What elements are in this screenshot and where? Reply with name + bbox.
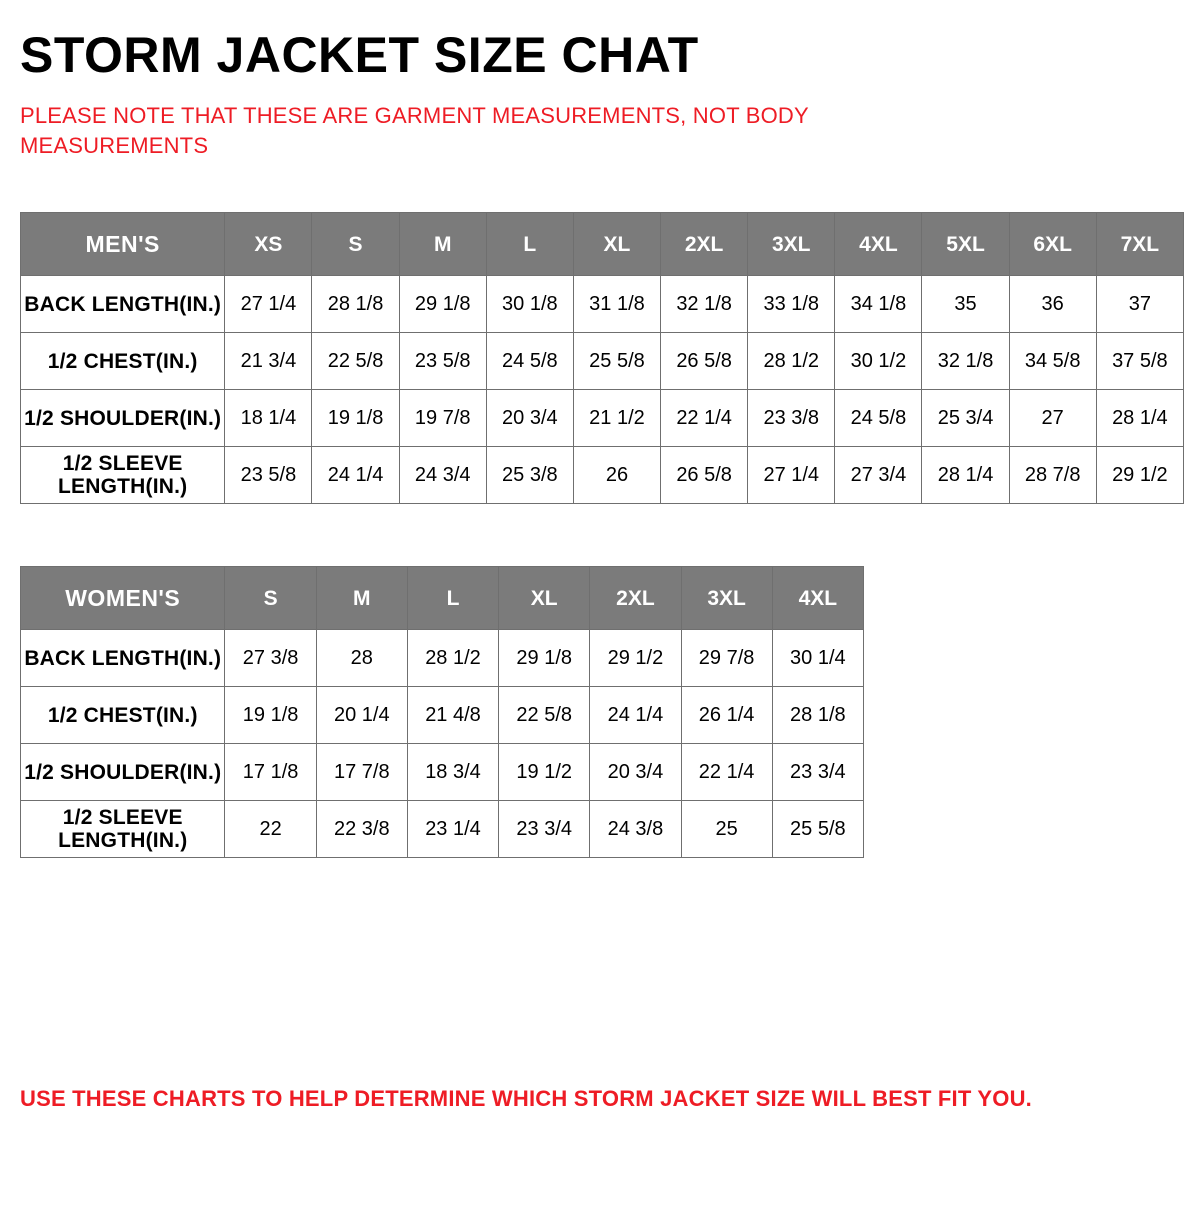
cell: 28 1/8 xyxy=(772,687,863,744)
cell: 18 1/4 xyxy=(225,390,312,447)
cell: 32 1/8 xyxy=(661,276,748,333)
cell: 29 1/2 xyxy=(590,630,681,687)
cell: 27 3/4 xyxy=(835,447,922,504)
cell: 29 1/8 xyxy=(499,630,590,687)
cell: 25 3/4 xyxy=(922,390,1009,447)
cell: 33 1/8 xyxy=(748,276,835,333)
cell: 22 1/4 xyxy=(681,744,772,801)
table-row xyxy=(21,390,1184,447)
cell: 22 1/4 xyxy=(661,390,748,447)
cell: 28 7/8 xyxy=(1009,447,1096,504)
cell: 25 xyxy=(681,801,772,858)
row-label-half-chest: 1/2 CHEST(IN.) xyxy=(21,333,225,390)
mens-col-l: L xyxy=(486,213,573,276)
page-title: STORM JACKET SIZE CHAT xyxy=(20,27,699,83)
cell: 25 5/8 xyxy=(573,333,660,390)
womens-header-label: WOMEN'S xyxy=(21,567,225,630)
cell: 20 3/4 xyxy=(590,744,681,801)
cell: 32 1/8 xyxy=(922,333,1009,390)
row-label-half-shoulder: 1/2 SHOULDER(IN.) xyxy=(21,390,225,447)
cell: 25 3/8 xyxy=(486,447,573,504)
cell: 22 5/8 xyxy=(499,687,590,744)
mens-col-3xl: 3XL xyxy=(748,213,835,276)
cell: 35 xyxy=(922,276,1009,333)
cell: 34 5/8 xyxy=(1009,333,1096,390)
womens-col-l: L xyxy=(407,567,498,630)
size-chart-page xyxy=(0,28,1200,1228)
table-row xyxy=(21,744,864,801)
table-row xyxy=(21,276,1184,333)
cell: 30 1/4 xyxy=(772,630,863,687)
cell: 22 5/8 xyxy=(312,333,399,390)
row-label-back-length: BACK LENGTH(IN.) xyxy=(21,276,225,333)
cell: 29 1/2 xyxy=(1096,447,1183,504)
cell: 30 1/8 xyxy=(486,276,573,333)
cell: 23 1/4 xyxy=(407,801,498,858)
cell: 17 1/8 xyxy=(225,744,316,801)
mens-col-6xl: 6XL xyxy=(1009,213,1096,276)
cell: 27 1/4 xyxy=(748,447,835,504)
cell: 23 3/4 xyxy=(499,801,590,858)
mens-header-label: MEN'S xyxy=(21,213,225,276)
mens-size-table-wrap xyxy=(20,212,1184,504)
row-label-half-chest: 1/2 CHEST(IN.) xyxy=(21,687,225,744)
womens-col-2xl: 2XL xyxy=(590,567,681,630)
table-row xyxy=(21,447,1184,504)
cell: 23 5/8 xyxy=(399,333,486,390)
cell: 26 1/4 xyxy=(681,687,772,744)
mens-col-4xl: 4XL xyxy=(835,213,922,276)
cell: 22 3/8 xyxy=(316,801,407,858)
cell: 22 xyxy=(225,801,316,858)
cell: 26 5/8 xyxy=(661,447,748,504)
womens-col-3xl: 3XL xyxy=(681,567,772,630)
cell: 19 1/8 xyxy=(312,390,399,447)
measurement-note: PLEASE NOTE THAT THESE ARE GARMENT MEASUREMENTS, NOT BODY MEASUREMENTS xyxy=(20,103,809,158)
womens-size-table-wrap xyxy=(20,566,1184,858)
mens-col-s: S xyxy=(312,213,399,276)
cell: 24 3/8 xyxy=(590,801,681,858)
row-label-half-sleeve-length: 1/2 SLEEVE LENGTH(IN.) xyxy=(21,447,225,504)
cell: 26 5/8 xyxy=(661,333,748,390)
womens-col-4xl: 4XL xyxy=(772,567,863,630)
mens-col-7xl: 7XL xyxy=(1096,213,1183,276)
cell: 23 5/8 xyxy=(225,447,312,504)
womens-size-table xyxy=(20,566,864,858)
mens-col-xs: XS xyxy=(225,213,312,276)
cell: 28 1/2 xyxy=(407,630,498,687)
row-label-half-sleeve-length: 1/2 SLEEVE LENGTH(IN.) xyxy=(21,801,225,858)
cell: 31 1/8 xyxy=(573,276,660,333)
cell: 29 1/8 xyxy=(399,276,486,333)
cell: 37 5/8 xyxy=(1096,333,1183,390)
table-row xyxy=(21,801,864,858)
cell: 23 3/8 xyxy=(748,390,835,447)
cell: 26 xyxy=(573,447,660,504)
mens-col-xl: XL xyxy=(573,213,660,276)
cell: 28 xyxy=(316,630,407,687)
cell: 24 5/8 xyxy=(486,333,573,390)
row-label-half-shoulder: 1/2 SHOULDER(IN.) xyxy=(21,744,225,801)
table-header-row xyxy=(21,213,1184,276)
cell: 23 3/4 xyxy=(772,744,863,801)
cell: 25 5/8 xyxy=(772,801,863,858)
mens-col-2xl: 2XL xyxy=(661,213,748,276)
table-row xyxy=(21,333,1184,390)
womens-col-m: M xyxy=(316,567,407,630)
table-row xyxy=(21,630,864,687)
womens-col-s: S xyxy=(225,567,316,630)
table-row xyxy=(21,687,864,744)
cell: 24 5/8 xyxy=(835,390,922,447)
cell: 24 1/4 xyxy=(590,687,681,744)
cell: 24 3/4 xyxy=(399,447,486,504)
cell: 17 7/8 xyxy=(316,744,407,801)
cell: 28 1/2 xyxy=(748,333,835,390)
cell: 27 xyxy=(1009,390,1096,447)
cell: 19 1/2 xyxy=(499,744,590,801)
cell: 20 1/4 xyxy=(316,687,407,744)
cell: 27 3/8 xyxy=(225,630,316,687)
cell: 28 1/8 xyxy=(312,276,399,333)
cell: 21 4/8 xyxy=(407,687,498,744)
cell: 29 7/8 xyxy=(681,630,772,687)
mens-size-table xyxy=(20,212,1184,504)
table-header-row xyxy=(21,567,864,630)
row-label-back-length: BACK LENGTH(IN.) xyxy=(21,630,225,687)
footer-note: USE THESE CHARTS TO HELP DETERMINE WHICH STORM JACKET SIZE WILL BEST FIT YOU. xyxy=(20,1086,1032,1111)
cell: 21 1/2 xyxy=(573,390,660,447)
cell: 37 xyxy=(1096,276,1183,333)
cell: 19 7/8 xyxy=(399,390,486,447)
mens-col-5xl: 5XL xyxy=(922,213,1009,276)
womens-col-xl: XL xyxy=(499,567,590,630)
mens-col-m: M xyxy=(399,213,486,276)
cell: 19 1/8 xyxy=(225,687,316,744)
cell: 34 1/8 xyxy=(835,276,922,333)
cell: 18 3/4 xyxy=(407,744,498,801)
cell: 28 1/4 xyxy=(1096,390,1183,447)
cell: 27 1/4 xyxy=(225,276,312,333)
cell: 36 xyxy=(1009,276,1096,333)
cell: 20 3/4 xyxy=(486,390,573,447)
cell: 28 1/4 xyxy=(922,447,1009,504)
cell: 24 1/4 xyxy=(312,447,399,504)
cell: 21 3/4 xyxy=(225,333,312,390)
cell: 30 1/2 xyxy=(835,333,922,390)
